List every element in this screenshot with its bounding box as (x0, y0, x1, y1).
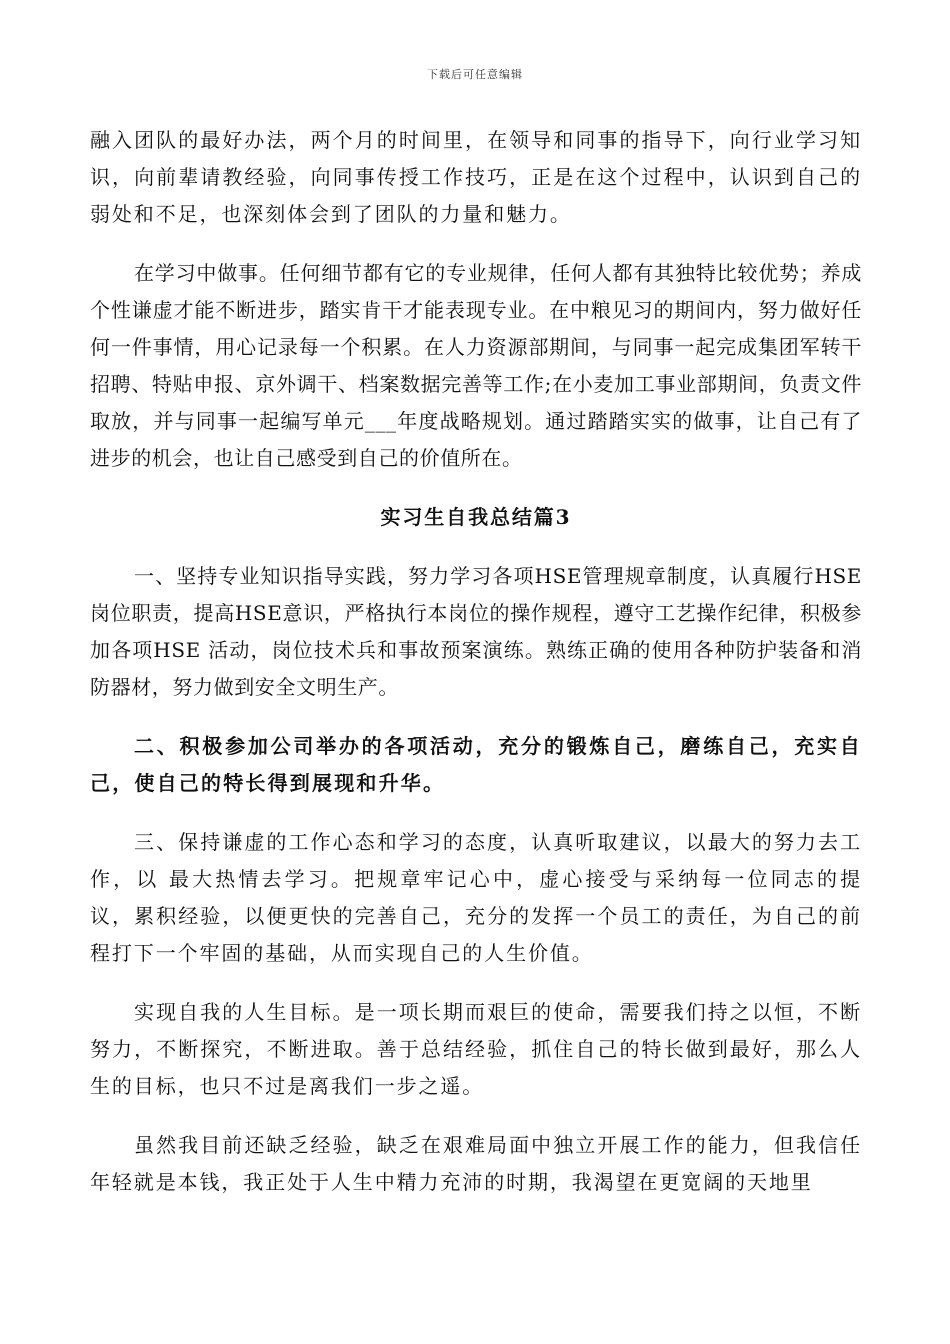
paragraph-point-1: 一、坚持专业知识指导实践，努力学习各项HSE管理规章制度，认真履行HSE岗位职责，提高HSE意识，严格执行本岗位的操作规程，遵守工艺操作纪律，积极参加各项HSE 活动，岗位技术兵和事故预案演练。熟练正确的使用各种防护装备和消防器材，努力做到安全文明生产。 (90, 564, 862, 699)
paragraph-learning: 在学习中做事。任何细节都有它的专业规律，任何人都有其独特比较优势；养成个性谦虚才能不断进步，踏实肯干才能表现专业。在中粮见习的期间内，努力做好任何一件事情，用心记录每一个积累。在人力资源部期间，与同事一起完成集团军转干招聘、特贴申报、京外调干、档案数据完善等工作;在小麦加工事业部期间，负责文件取放，并与同事一起编写单元___年度战略规划。通过踏踏实实的做事，让自己有了进步的机会，也让自己感受到自己的价值所在。 (90, 261, 862, 470)
paragraph-goal: 实现自我的人生目标。是一项长期而艰巨的使命，需要我们持之以恒，不断努力，不断探究，不断进取。善于总结经验，抓住自己的特长做到最好，那么人生的目标，也只不过是离我们一步之遥。 (90, 1000, 862, 1098)
paragraph-team: 融入团队的最好办法，两个月的时间里，在领导和同事的指导下，向行业学习知识，向前辈请教经验，向同事传授工作技巧，正是在这个过程中，认识到自己的弱处和不足，也深刻体会到了团队的力量和魅力。 (90, 128, 862, 226)
paragraph-point-2: 二、积极参加公司举办的各项活动，充分的锻炼自己，磨练自己，充实自己，使自己的特长得到展现和升华。 (90, 734, 862, 795)
paragraph-experience: 虽然我目前还缺乏经验，缺乏在艰难局面中独立开展工作的能力，但我信任年轻就是本钱，我正处于人生中精力充沛的时期，我渴望在更宽阔的天地里 (90, 1133, 862, 1194)
paragraph-point-3: 三、保持谦虚的工作心态和学习的态度，认真听取建议，以最大的努力去工作，以 最大热情去学习。把规章牢记心中，虚心接受与采纳每一位同志的提议，累积经验，以便更快的完善自己，充分的发挥一个员工的责任，为自己的前程打下一个牢固的基础，从而实现自己的人生价值。 (90, 830, 862, 965)
document-body (90, 122, 862, 1223)
section-title: 实习生自我总结篇3 (380, 505, 572, 529)
page-header: 下载后可任意编辑 (427, 68, 523, 81)
